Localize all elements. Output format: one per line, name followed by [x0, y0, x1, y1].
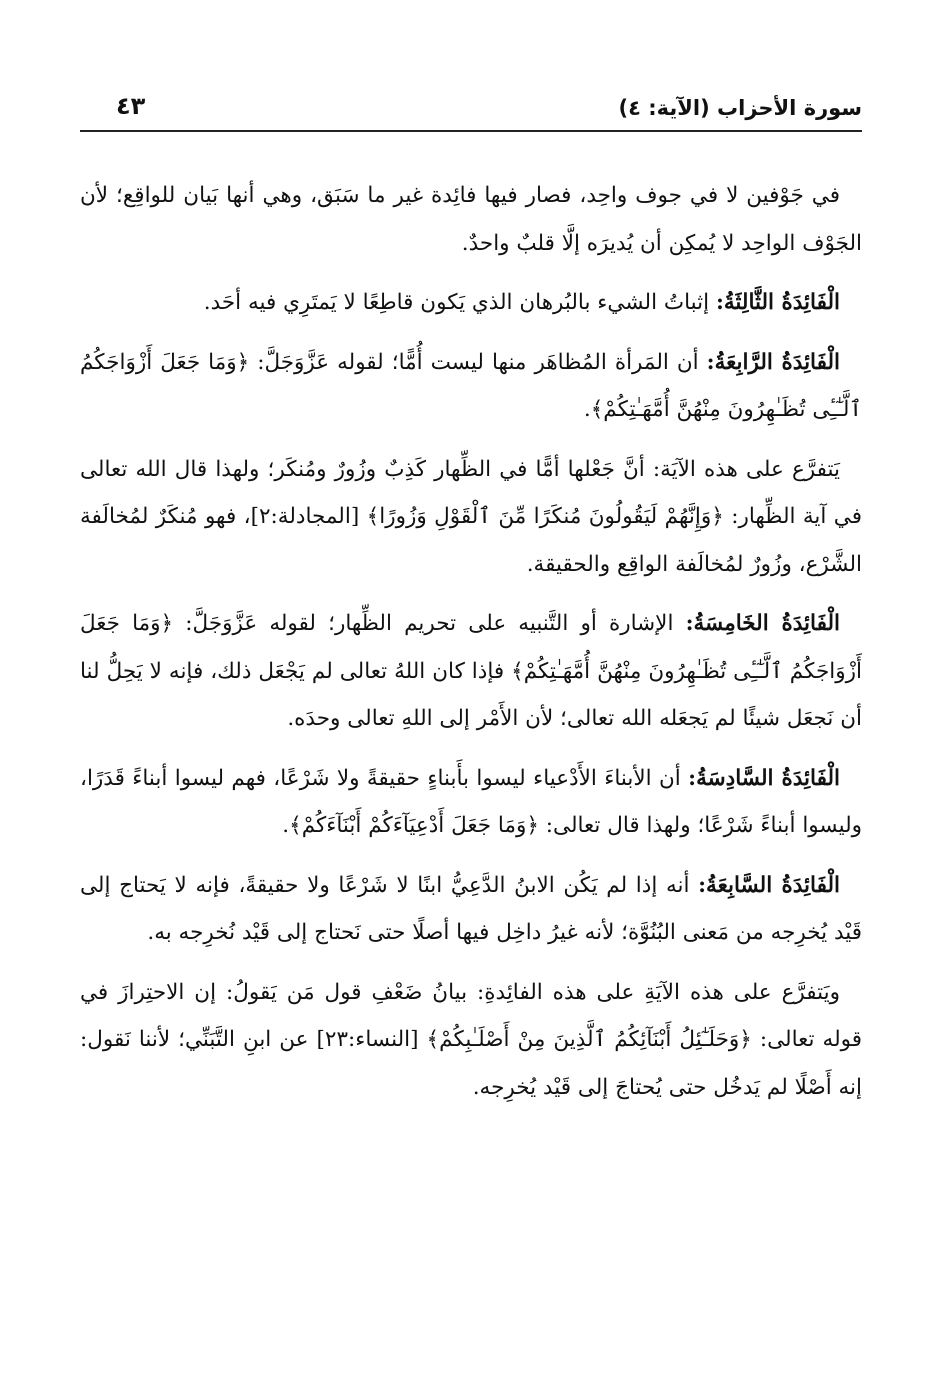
paragraph-lead: الْفَائِدَةُ الثَّالِثَةُ: — [715, 290, 840, 315]
page-number: ٤٣ — [116, 92, 146, 120]
paragraph-text: في جَوْفين لا في جوف واحِد، فصار فيها فائِدة غير ما سَبَق، وهي أنها بَيان للواقِع؛ لأن الجَوْف الواحِد لا يُمكِن أن يُديرَه إلَّا قلبٌ واحدٌ. — [80, 183, 862, 256]
paragraph-5 — [80, 600, 862, 743]
header-rule — [80, 130, 862, 132]
paragraph-1 — [80, 172, 862, 267]
page-header — [80, 92, 862, 132]
paragraph-text: أن المَرأة المُظاهَر منها ليست أُمًّا؛ لقوله عَزَّوَجَلَّ: ﴿وَمَا جَعَلَ أَزْوَاجَكُمُ ٱلَّـٰٓـِٔى تُظَـٰهِرُونَ مِنْهُنَّ أُمَّهَـٰتِكُمْ﴾. — [80, 349, 862, 422]
paragraph-lead: الْفَائِدَةُ السَّابِعَةُ: — [698, 872, 840, 898]
paragraph-text: يَتفرَّع على هذه الآيَة: أنَّ جَعْلها أمًّا في الظِّهار كَذِبٌ وزُورٌ ومُنكَر؛ ولهذا قال الله تعالى في آية الظِّهار: ﴿وَإِنَّهُمْ لَيَقُولُونَ مُنكَرًا مِّنَ ٱلْقَوْلِ وَزُورًا﴾ [المجادلة:٢]، فهو مُنكَرٌ لمُخالَفة الشَّرْع، وزُورٌ لمُخالَفة الواقِع والحقيقة. — [80, 456, 862, 577]
running-title: سورة الأحزاب (الآية: ٤) — [618, 96, 862, 120]
paragraph-4 — [80, 446, 862, 589]
paragraph-2 — [80, 279, 862, 327]
paragraph-text: أنه إذا لم يَكُن الابنُ الدَّعِيُّ ابنًا لا شَرْعًا ولا حقيقةً، فإنه لا يَحتاج إلى قَيْد يُخرِجه من مَعنى البُنُوَّة؛ لأنه غيرُ داخِل فيها أصلًا حتى نَحتاج إلى قَيْد نُخرِجه به. — [80, 872, 862, 945]
paragraph-3 — [80, 339, 862, 434]
paragraph-8 — [80, 969, 862, 1112]
paragraph-text: ويَتفرَّع على هذه الآيَةِ على هذه الفائِدةِ: بيانُ ضَعْفِ قول مَن يَقولُ: إن الاحتِرازَ في قوله تعالى: ﴿وَحَلَـٰٓئِلُ أَبْنَآئِكُمُ ٱلَّذِينَ مِنْ أَصْلَـٰبِكُمْ﴾ [النساء:٢٣] عن ابنِ التَّبَنِّي؛ لأننا نَقول: إنه أَصْلًا لم يَدخُل حتى يُحتاجَ إلى قَيْد يُخرِجه. — [80, 979, 863, 1100]
paragraph-lead: الْفَائِدَةُ الرَّابِعَةُ: — [706, 349, 841, 375]
page-body — [80, 172, 862, 1123]
paragraph-lead: الْفَائِدَةُ الخَامِسَةُ: — [685, 611, 840, 636]
paragraph-text: إثباتُ الشيء بالبُرهان الذي يَكون قاطِعًا لا يَمتَرِي فيه أحَد. — [203, 290, 716, 315]
paragraph-text: أن الأبناءَ الأَدْعياء ليسوا بأَبناءٍ حقيقةً ولا شَرْعًا، فهم ليسوا أبناءً قَدَرًا، وليسوا أبناءً شَرْعًا؛ ولهذا قال تعالى: ﴿وَمَا جَعَلَ أَدْعِيَآءَكُمْ أَبْنَآءَكُمْ﴾. — [80, 765, 862, 838]
paragraph-6 — [80, 755, 862, 850]
paragraph-7 — [80, 862, 862, 957]
paragraph-text: الإشارة أو التَّنبيه على تحريم الظِّهار؛ لقوله عَزَّوَجَلَّ: ﴿وَمَا جَعَلَ أَزْوَاجَكُمُ ٱلَّـٰٓـِٔى تُظَـٰهِرُونَ مِنْهُنَّ أُمَّهَـٰتِكُمْ﴾ فإذا كان اللهُ تعالى لم يَجْعَل ذلك، فإنه لا يَحِلُّ لنا أن نَجعَل شيئًا لم يَجعَله الله تعالى؛ لأن الأَمْر إلى اللهِ تعالى وحدَه. — [80, 611, 862, 731]
paragraph-lead: الْفَائِدَةُ السَّادِسَةُ: — [688, 765, 840, 791]
